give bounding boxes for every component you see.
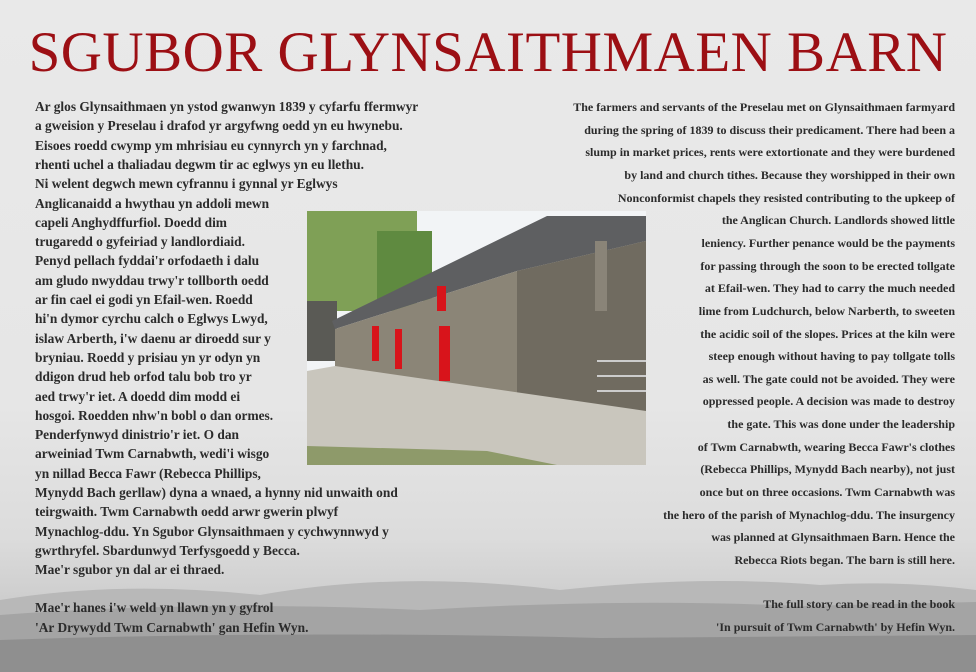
welsh-text-line: yn nillad Becca Fawr (Rebecca Phillips, — [35, 465, 261, 481]
welsh-text-line: Ni welent degwch mewn cyfrannu i gynnal yr Eglwys — [35, 176, 338, 192]
welsh-text-line: Mae'r sgubor yn dal ar ei thraed. — [35, 562, 225, 578]
welsh-text-line: trugaredd o gyfeiriad y landlordiaid. — [35, 234, 245, 250]
english-text-line: the gate. This was done under the leadership — [727, 417, 955, 432]
english-text-line: (Rebecca Phillips, Mynydd Bach nearby), not just — [700, 462, 955, 477]
welsh-text-line: gwrthryfel. Sbardunwyd Terfysgoedd y Becca. — [35, 542, 300, 558]
welsh-text-line: arweiniad Twm Carnabwth, wedi'i wisgo — [35, 446, 270, 462]
english-text-line: The farmers and servants of the Preselau met on Glynsaithmaen farmyard — [573, 100, 955, 114]
english-text-line: at Efail-wen. They had to carry the much needed — [704, 281, 955, 296]
english-text-line: as well. The gate could not be avoided. They were — [702, 371, 955, 386]
english-text-line: slump in market prices, rents were extortionate and they were burdened — [585, 145, 955, 160]
english-text-line: the acidic soil of the slopes. Prices at the kiln were — [700, 326, 955, 341]
welsh-text-line: islaw Arberth, i'w daenu ar diroedd sur y — [35, 330, 271, 346]
english-text-line: lime from Ludchurch, below Narberth, to sweeten — [698, 303, 955, 318]
welsh-text-line: Penyd pellach fyddai'r orfodaeth i dalu — [35, 253, 260, 269]
welsh-text-line: hi'n dymor cyrchu calch o Eglwys Lwyd, — [35, 311, 268, 327]
welsh-text-line: rhenti uchel a thaliadau degwm tir ac eglwys yn eu llethu. — [35, 156, 364, 172]
welsh-text-line: aed trwy'r iet. A doedd dim modd ei — [35, 388, 241, 404]
english-text-line: for passing through the soon to be erected tollgate — [700, 258, 955, 273]
welsh-text-line: ddigon drud heb orfod talu bob tro yr — [35, 369, 252, 385]
welsh-text-line: Ar glos Glynsaithmaen yn ystod gwanwyn 1839 y cyfarfu ffermwyr — [35, 99, 419, 114]
page-title: SGUBOR GLYNSAITHMAEN BARN — [28, 21, 948, 84]
english-text-line: the hero of the parish of Mynachlog-ddu. The insurgency — [663, 507, 955, 522]
barn-photo — [307, 211, 646, 465]
welsh-text-line: Anglicanaidd a hwythau yn addoli mewn — [35, 195, 270, 211]
english-text-line: by land and church tithes. Because they worshipped in their own — [624, 167, 955, 182]
english-text-line: the Anglican Church. Landlords showed little — [721, 213, 955, 228]
welsh-text-line: teirgwaith. Twm Carnabwth oedd arwr gwerin plwyf — [35, 504, 339, 520]
welsh-text-line: capeli Anghydffurfiol. Doedd dim — [35, 214, 227, 230]
english-text-line: during the spring of 1839 to discuss their predicament. There had been a — [584, 122, 955, 137]
welsh-footer-line: 'Ar Drywydd Twm Carnabwth' gan Hefin Wyn. — [35, 620, 309, 635]
welsh-footer-line: Mae'r hanes i'w weld yn llawn yn y gyfrol — [35, 600, 274, 615]
welsh-text-line: a gweision y Preselau i drafod yr argyfwng oedd yn eu hwynebu. — [35, 118, 403, 134]
english-text-line: leniency. Further penance would be the payments — [701, 235, 955, 250]
welsh-text-line: ar fin cael ei godi yn Efail-wen. Roedd — [35, 292, 253, 307]
english-text-line: Nonconformist chapels they resisted contributing to the upkeep of — [617, 190, 955, 205]
welsh-text-line: Mynachlog-ddu. Yn Sgubor Glynsaithmaen y cychwynnwyd y — [35, 523, 389, 539]
english-text-line: once but on three occasions. Twm Carnabwth was — [699, 485, 955, 500]
welsh-text-line: bryniau. Roedd y prisiau yn yr odyn yn — [35, 349, 261, 365]
english-footer-line: The full story can be read in the book — [763, 597, 955, 611]
english-text-line: steep enough without having to pay tollgate tolls — [708, 349, 955, 364]
english-text-line: of Twm Carnabwth, wearing Becca Fawr's clothes — [697, 439, 955, 454]
english-text-line: Rebecca Riots began. The barn is still here. — [734, 553, 955, 567]
welsh-text-line: Eisoes roedd cwymp ym mhrisiau eu cynnyrch yn y farchnad, — [35, 137, 387, 153]
english-footer-line: 'In pursuit of Twm Carnabwth' by Hefin Wyn. — [716, 620, 955, 634]
english-text-line: oppressed people. A decision was made to destroy — [702, 394, 955, 409]
welsh-text-line: Penderfynwyd dinistrio'r iet. O dan — [35, 427, 239, 443]
welsh-text-line: hosgoi. Roedden nhw'n bobl o dan ormes. — [35, 407, 274, 423]
english-text-line: was planned at Glynsaithmaen Barn. Hence the — [711, 530, 955, 545]
welsh-text-line: am gludo nwyddau trwy'r tollborth oedd — [35, 272, 269, 288]
welsh-text-line: Mynydd Bach gerllaw) dyna a wnaed, a hynny nid unwaith ond — [35, 485, 398, 500]
